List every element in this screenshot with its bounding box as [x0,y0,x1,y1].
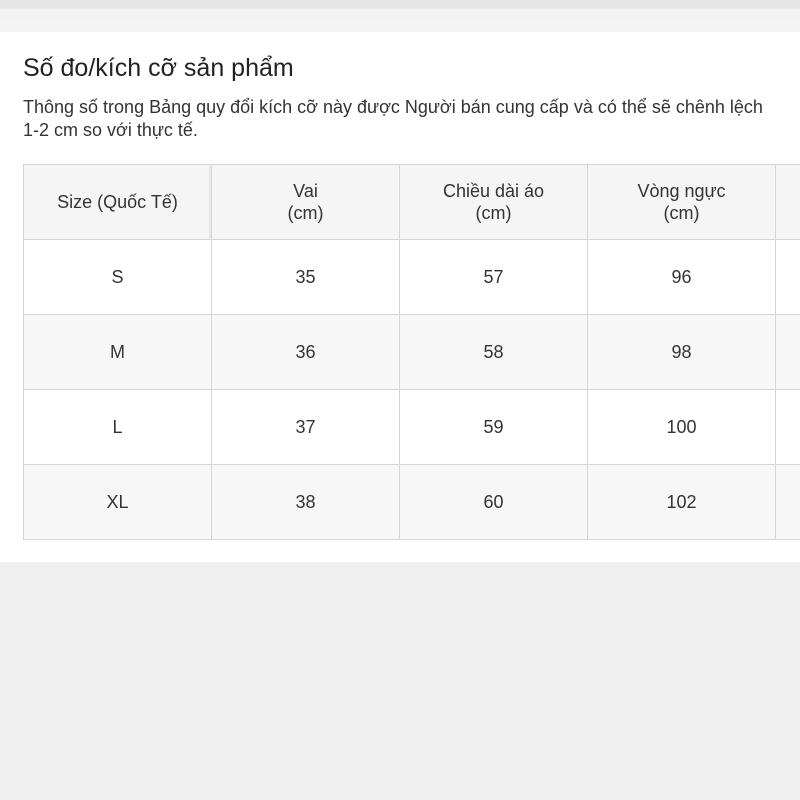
header-shoulder-label: Vai [293,181,318,201]
table-row [24,315,800,390]
header-chest [588,165,776,240]
header-chest-unit: (cm) [663,203,700,223]
cell-shoulder: 37 [212,390,400,465]
header-size [24,165,212,240]
cell-size: L [24,390,212,465]
cell-overflow [776,465,800,540]
table-row [24,240,800,315]
cell-chest: 98 [588,315,776,390]
top-divider [0,0,800,32]
header-length-label: Chiều dài áo [442,181,545,201]
header-chest-label: Vòng ngực [637,181,726,201]
table-row [24,390,800,465]
cell-overflow [776,315,800,390]
cell-size: S [24,240,212,315]
cell-chest: 100 [588,390,776,465]
cell-overflow [776,390,800,465]
section-title: Số đo/kích cỡ sản phẩm [23,54,294,82]
cell-length: 57 [400,240,588,315]
header-shoulder-unit: (cm) [287,203,324,223]
header-length [400,165,588,240]
cell-length: 59 [400,390,588,465]
size-table [23,164,800,540]
cell-size: XL [24,465,212,540]
cell-shoulder: 35 [212,240,400,315]
cell-length: 58 [400,315,588,390]
cell-chest: 96 [588,240,776,315]
header-size-label: Size (Quốc Tế) [57,192,178,212]
cell-overflow [776,240,800,315]
cell-size: M [24,315,212,390]
cell-shoulder: 36 [212,315,400,390]
cell-chest: 102 [588,465,776,540]
section-description: Thông số trong Bảng quy đổi kích cỡ này được Người bán cung cấp và có thể sẽ chênh lệch 1-2 cm so với thực tế. [23,97,763,140]
size-chart-card [0,32,800,562]
header-overflow-column [776,165,800,240]
cell-length: 60 [400,465,588,540]
header-length-unit: (cm) [475,203,512,223]
size-table-scroll[interactable] [23,164,800,540]
table-header-row [24,165,800,240]
table-row [24,465,800,540]
header-shoulder [212,165,400,240]
cell-shoulder: 38 [212,465,400,540]
